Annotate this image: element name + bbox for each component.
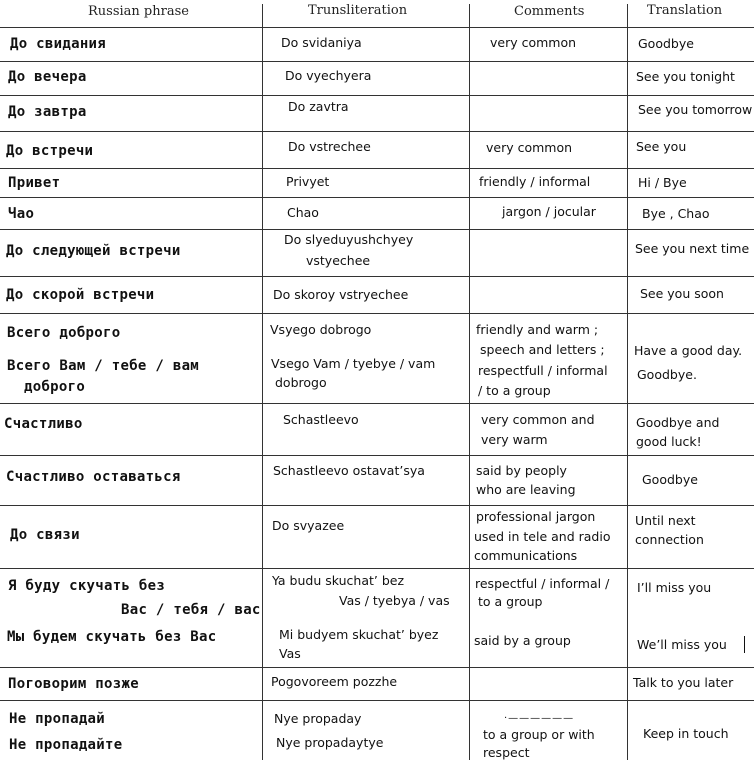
transliteration: Schastleevo ostavat’sya [273,463,425,478]
comment: very common and [481,412,595,427]
transliteration: Nye propadaytye [276,735,384,750]
translation: Goodbye [642,472,698,487]
translation: good luck! [636,434,702,449]
translation: See you tonight [636,69,735,84]
transliteration: Nye propaday [274,711,362,726]
translation: Bye , Chao [642,206,710,221]
transliteration: Privyet [286,174,330,189]
comment: to a group [478,594,543,609]
translation: Talk to you later [633,675,734,690]
transliteration: Do zavtra [288,99,349,114]
comment: professional jargon [476,509,596,524]
translation: See you next time [635,241,750,256]
comment: very common [486,140,573,155]
translation: connection [635,532,704,547]
russian-phrase: доброго [24,379,86,395]
table-rule [0,313,754,314]
transliteration: vstyechee [306,253,371,268]
russian-phrase: Всего Вам / тебе / вам [7,358,200,374]
russian-phrase: Чао [8,206,35,222]
russian-phrase: До завтра [8,104,87,120]
russian-phrase: Мы будем скучать без Вас [7,629,217,645]
column-rule [469,4,470,760]
russian-phrase: Вас / тебя / вас [121,602,261,618]
translation: See you [636,139,687,154]
comment: respectfull / informal [478,363,608,378]
transliteration: Do vyechyera [285,68,372,83]
dash-marks: ·—————— [504,713,575,724]
comment: friendly / informal [479,174,591,189]
russian-phrase: До скорой встречи [6,287,155,303]
table-rule [0,61,754,62]
translation: Goodbye. [637,367,697,382]
column-rule [262,4,263,760]
text-cursor [744,636,745,653]
translation: Goodbye [638,36,694,51]
russian-phrase: Всего доброго [7,325,121,341]
table-rule [0,505,754,506]
header-russian: Russian phrase [88,4,189,19]
comment: said by peoply [476,463,567,478]
russian-phrase: Не пропадай [9,711,106,727]
comment: communications [474,548,578,563]
transliteration: Do svyazee [272,518,345,533]
header-comments: Comments [514,4,585,19]
header-transliteration: Trunsliteration [308,3,408,18]
transliteration: Vas / tyebya / vas [339,593,450,608]
comment: jargon / jocular [502,204,596,219]
russian-phrase: Счастливо оставаться [6,469,181,485]
russian-phrase: Счастливо [4,416,83,432]
comment: respect [483,745,530,760]
comment: respectful / informal / [475,576,610,591]
transliteration: Ya budu skuchat’ bez [272,573,405,588]
table-rule [0,197,754,198]
table-rule [0,667,754,668]
translation: I’ll miss you [637,580,712,595]
transliteration: Chao [287,205,319,220]
comment: speech and letters ; [480,342,605,357]
russian-phrase: Не пропадайте [9,737,123,753]
translation: Until next [635,513,696,528]
table-rule [0,403,754,404]
header-translation: Translation [647,3,723,18]
translation: See you soon [640,286,724,301]
transliteration: Do vstrechee [288,139,371,154]
comment: very warm [481,432,548,447]
russian-phrase: До вечера [8,69,87,85]
translation: Have a good day. [634,343,743,358]
translation: We’ll miss you [637,637,727,652]
comment: very common [490,35,577,50]
table-rule [0,95,754,96]
transliteration: Schastleevo [283,412,359,427]
russian-phrase: До связи [10,527,80,543]
russian-phrase: Привет [8,175,61,191]
comment: / to a group [478,383,551,398]
comment: said by a group [474,633,571,648]
table-rule [0,276,754,277]
transliteration: Pogovoreem pozzhe [271,674,398,689]
translation: See you tomorrow [638,102,753,117]
table-rule [0,568,754,569]
russian-phrase: До следующей встречи [6,243,181,259]
translation: Goodbye and [636,415,720,430]
column-rule [627,4,628,760]
table-rule [0,27,754,28]
transliteration: Vsyego dobrogo [270,322,372,337]
comment: friendly and warm ; [476,322,599,337]
transliteration: Do svidaniya [281,35,362,50]
transliteration: Vas [279,646,301,661]
transliteration: Do slyeduyushchyey [284,232,414,247]
translation: Hi / Bye [638,175,687,190]
comment: to a group or with [483,727,595,742]
table-rule [0,131,754,132]
table-rule [0,455,754,456]
translation: Keep in touch [643,726,729,741]
russian-phrase: До свидания [10,36,107,52]
comment: used in tele and radio [474,529,611,544]
comment: who are leaving [476,482,576,497]
table-rule [0,229,754,230]
transliteration: dobrogo [275,375,327,390]
russian-phrase: Поговорим позже [8,676,139,692]
transliteration: Do skoroy vstryechee [273,287,409,302]
table-rule [0,168,754,169]
russian-phrase: До встречи [6,143,94,159]
transliteration: Vsego Vam / tyebye / vam [271,356,436,371]
table-rule [0,700,754,701]
transliteration: Mi budyem skuchat’ byez [279,627,439,642]
russian-phrase: Я буду скучать без [8,578,166,594]
